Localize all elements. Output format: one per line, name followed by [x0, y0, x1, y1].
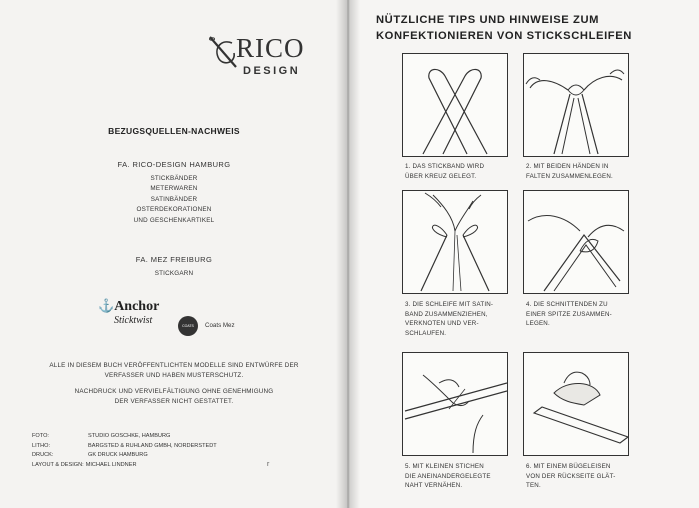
product-list-rico	[0, 174, 348, 226]
coats-mez-label: Coats Mez	[205, 322, 235, 329]
stray-mark: r	[267, 461, 270, 468]
caption-line: ÜBER KREUZ GELEGT.	[405, 172, 477, 180]
notice-line: NACHDRUCK UND VERVIELFÄLTIGUNG OHNE GENEHMIGUNG	[74, 388, 274, 395]
step-5-caption	[405, 462, 513, 491]
title-line: NÜTZLICHE TIPS UND HINWEISE ZUM	[376, 14, 600, 26]
step-6-caption	[526, 462, 634, 491]
credit-value: GK DRUCK HAMBURG	[88, 452, 148, 459]
step-4-caption	[526, 300, 634, 329]
notice-line: DER VERFASSER NICHT GESTATTET.	[114, 398, 234, 406]
reprint-notice	[0, 387, 348, 408]
credit-value: MICHAEL LINDNER	[85, 461, 137, 468]
anchor-icon: ⚓	[98, 298, 115, 313]
caption-line: DIE ANEINANDERGELEGTE	[405, 472, 491, 480]
caption-line: VERKNOTEN UND VER-	[405, 320, 479, 328]
caption-line: LEGEN.	[526, 320, 550, 328]
copyright-notice	[0, 361, 348, 382]
product-item: STICKGARN	[154, 270, 194, 277]
product-item: UND GESCHENKARTIKEL	[133, 216, 215, 224]
needle-icon	[206, 33, 240, 73]
caption-line: BAND ZUSAMMENZIEHEN,	[405, 310, 488, 318]
caption-line: 5. MIT KLEINEN STICHEN	[405, 463, 484, 470]
caption-line: EINER SPITZE ZUSAMMEN-	[526, 310, 612, 318]
credit-label: FOTO:	[32, 433, 49, 439]
step-4-illustration	[523, 190, 629, 294]
credit-row	[32, 442, 217, 452]
credit-row	[32, 451, 217, 461]
step-3-illustration	[402, 190, 508, 294]
caption-line: SCHLAUFEN.	[405, 329, 447, 337]
anchor-sub: Sticktwist	[114, 315, 153, 326]
step-1-illustration	[402, 53, 508, 157]
product-list-mez	[0, 269, 348, 279]
credits-block	[32, 432, 217, 470]
step-3-caption	[405, 300, 513, 338]
anchor-brand: Anchor	[114, 299, 160, 314]
caption-line: VON DER RÜCKSEITE GLÄT-	[526, 472, 616, 480]
credit-label: LAYOUT & DESIGN:	[32, 461, 84, 468]
tips-title	[376, 12, 686, 44]
anchor-logo	[98, 297, 159, 326]
title-line: KONFEKTIONIEREN VON STICKSCHLEIFEN	[376, 30, 632, 42]
caption-line: 2. MIT BEIDEN HÄNDEN IN	[526, 163, 609, 170]
product-item: STICKBÄNDER	[150, 175, 198, 182]
credit-row	[32, 432, 217, 442]
product-item: OSTERDEKORATIONEN	[136, 206, 212, 214]
rico-design-logo	[206, 33, 316, 83]
product-item: METERWAREN	[150, 185, 198, 193]
left-page	[0, 0, 348, 508]
step-1-caption	[405, 162, 513, 181]
product-item: SATINBÄNDER	[150, 195, 198, 203]
coats-badge: COATS	[178, 316, 198, 336]
credit-label: LITHO:	[32, 442, 51, 449]
caption-line: NAHT VERNÄHEN.	[405, 482, 463, 490]
caption-line: 6. MIT EINEM BÜGELEISEN	[526, 463, 611, 470]
credit-label: DRUCK:	[32, 452, 54, 459]
logo-brand: RICO	[236, 33, 305, 63]
step-6-illustration	[523, 352, 629, 456]
credit-row	[32, 461, 217, 471]
company-rico: FA. RICO-DESIGN HAMBURG	[117, 160, 231, 169]
company-mez: FA. MEZ FREIBURG	[135, 255, 213, 264]
caption-line: 4. DIE SCHNITTENDEN ZU	[526, 301, 608, 308]
book-gutter	[336, 0, 360, 508]
caption-line: TEN.	[526, 482, 541, 490]
notice-line: ALLE IN DIESEM BUCH VERÖFFENTLICHTEN MODELLE SIND ENTWÜRFE DER	[49, 362, 299, 369]
sources-heading: BEZUGSQUELLEN-NACHWEIS	[108, 126, 240, 136]
caption-line: FALTEN ZUSAMMENLEGEN.	[526, 172, 613, 180]
step-2-caption	[526, 162, 634, 181]
credit-value: STUDIO GOSCHKE, HAMBURG	[88, 433, 171, 439]
step-5-illustration	[402, 352, 508, 456]
caption-line: 1. DAS STICKBAND WIRD	[405, 163, 485, 170]
credit-value: BARGSTED & RUHLAND GMBH, NORDERSTEDT	[88, 442, 217, 449]
caption-line: 3. DIE SCHLEIFE MIT SATIN-	[405, 301, 494, 308]
step-2-illustration	[523, 53, 629, 157]
notice-line: VERFASSER UND HABEN MUSTERSCHUTZ.	[104, 372, 244, 380]
logo-sub: DESIGN	[243, 65, 301, 77]
